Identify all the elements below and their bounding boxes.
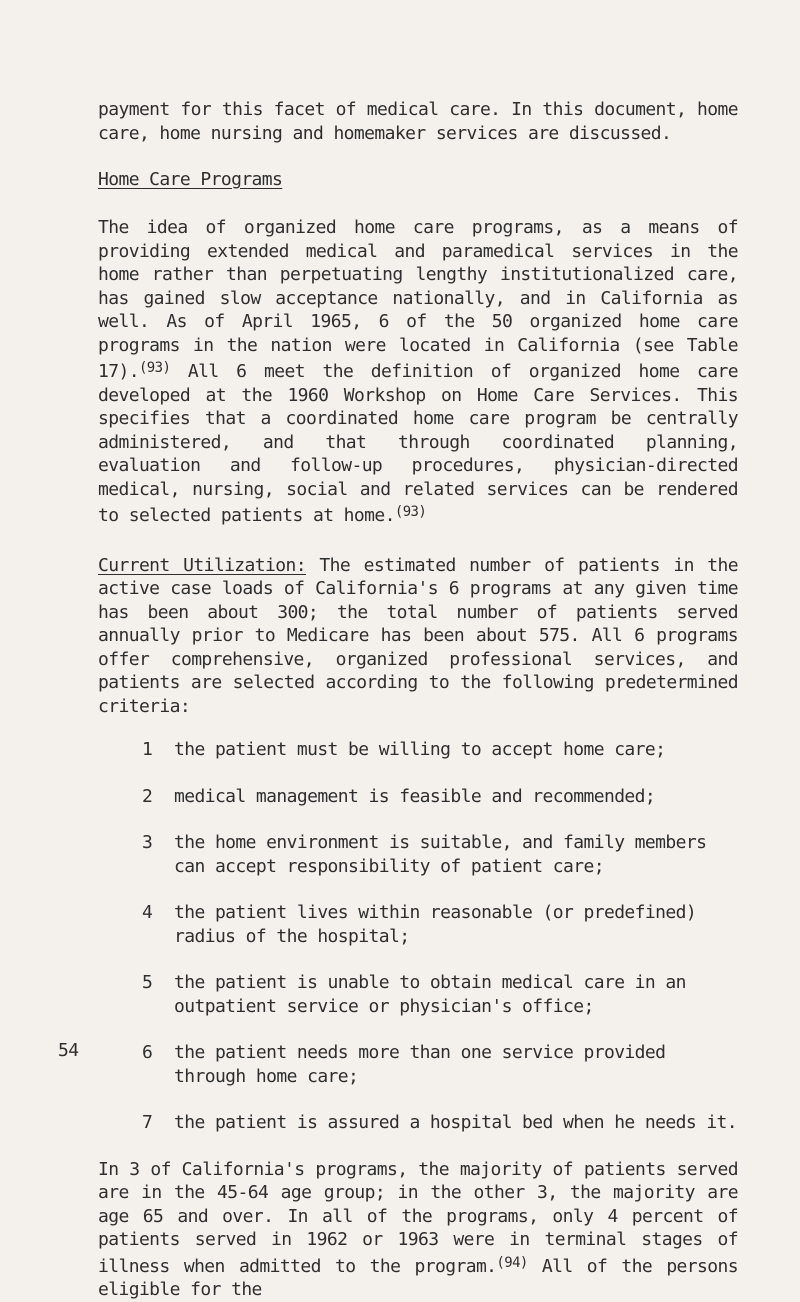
paragraph-2-text: The estimated number of patients in the active case loads of California's 6 programs at any given time has been about 300; the total number of patients served annually prior to Medicare has been about 575. All 6 programs offer comprehensive, organized professional services, and patients are selected according to the following predetermined criteria: — [98, 554, 738, 717]
reference-94: (94) — [496, 1254, 528, 1271]
list-item-text: medical management is feasible and recommended; — [174, 785, 656, 807]
list-item-number: 5 — [142, 972, 153, 993]
page-number: 54 — [58, 1040, 79, 1061]
list-item — [142, 738, 738, 762]
list-item — [142, 1111, 738, 1135]
list-item-number: 2 — [142, 785, 153, 807]
list-item-text: the home environment is suitable, and family members can accept responsibility of patient care; — [174, 832, 707, 877]
paragraph-age-groups — [98, 1158, 738, 1302]
list-item-text: the patient is assured a hospital bed when he needs it. — [174, 1112, 738, 1133]
intro-paragraph: payment for this facet of medical care. In this document, home care, home nursing and homemaker services are discussed. — [98, 99, 738, 144]
criteria-list — [98, 738, 738, 1135]
list-item-number: 1 — [142, 739, 153, 760]
paragraph-3-text-b: All of the persons eligible for the — [98, 1255, 738, 1300]
list-item-number: 7 — [142, 1112, 153, 1133]
list-item-number: 4 — [142, 902, 153, 923]
paragraph-1-text-b: All 6 meet the definition of organized home care developed at the 1960 Workshop on Home Care Services. This specifies that a coordinated home care program be centrally administered, and that through coordinated planning, evaluation and follow-up procedures, physician-directed medical, nursing, social and related services can be rendered to selected patients at home. — [98, 361, 738, 526]
list-item — [142, 971, 738, 1018]
document-page — [98, 98, 738, 1302]
reference-93-a: (93) — [138, 360, 171, 376]
list-item — [142, 785, 738, 809]
list-item — [142, 901, 738, 948]
paragraph-current-utilization — [98, 554, 738, 719]
list-item-text: the patient lives within reasonable (or predefined) radius of the hospital; — [174, 902, 697, 947]
paragraph-home-care-programs — [98, 216, 738, 528]
paragraph-1-text-a: The idea of organized home care programs, as a means of providing extended medical and paramedical services in the home rather than perpetuating lengthy institutionalized care, has gained slow acceptance nationally, and in California as well. As of April 1965, 6 of the 50 organized home care programs in the nation were located in California (see Table 17). — [98, 217, 738, 382]
list-item-text: the patient is unable to obtain medical care in an outpatient service or physician's office; — [174, 972, 686, 1017]
current-utilization-term: Current Utilization: — [98, 554, 306, 576]
paragraph-3-text-a: In 3 of California's programs, the majority of patients served are in the 45-64 age group; in the other 3, the majority are age 65 and over. In all of the programs, only 4 percent of patients served in 1962 or 1963 were in terminal stages of illness when admitted to the program. — [98, 1158, 738, 1277]
list-item-number: 6 — [142, 1042, 153, 1063]
list-item — [142, 831, 738, 878]
list-item — [142, 1041, 738, 1088]
reference-93-b: (93) — [394, 504, 427, 520]
list-item-text: the patient must be willing to accept home care; — [174, 739, 666, 760]
list-item-text: the patient needs more than one service provided through home care; — [174, 1042, 666, 1087]
list-item-number: 3 — [142, 832, 153, 853]
section-heading: Home Care Programs — [98, 169, 283, 190]
